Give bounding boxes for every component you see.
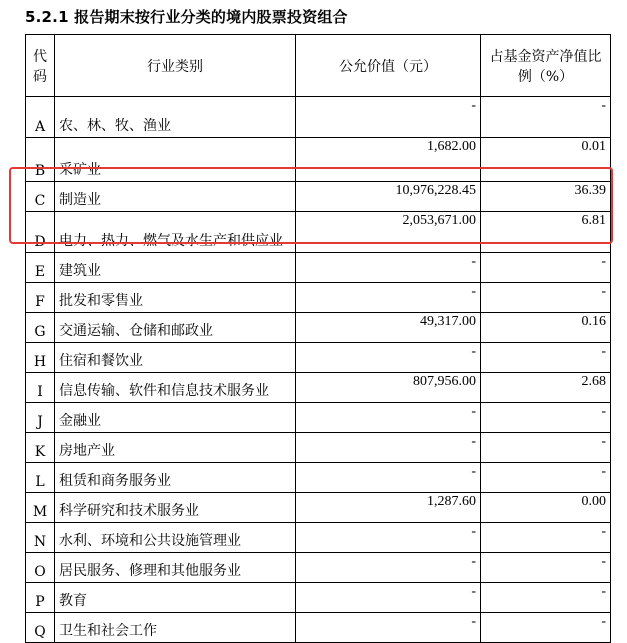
row-value: - (296, 523, 481, 553)
table-row (26, 138, 611, 182)
row-value: - (296, 433, 481, 463)
row-code: H (26, 343, 55, 373)
row-code: N (26, 523, 55, 553)
table-row (26, 313, 611, 343)
table-row (26, 97, 611, 138)
row-code: K (26, 433, 55, 463)
row-pct: - (481, 283, 611, 313)
row-pct: - (481, 523, 611, 553)
header-industry: 行业类别 (55, 35, 296, 97)
row-pct: - (481, 613, 611, 643)
row-industry: 金融业 (55, 403, 296, 433)
header-fair-value: 公允价值（元） (296, 35, 481, 97)
row-value: 1,287.60 (296, 493, 481, 523)
row-value: - (296, 463, 481, 493)
row-pct: 0.00 (481, 493, 611, 523)
table-row (26, 493, 611, 523)
row-industry: 信息传输、软件和信息技术服务业 (55, 373, 296, 403)
row-value: - (296, 97, 481, 138)
row-industry: 制造业 (55, 182, 296, 212)
row-pct: - (481, 403, 611, 433)
row-industry: 房地产业 (55, 433, 296, 463)
table-row (26, 182, 611, 212)
row-pct: - (481, 253, 611, 283)
row-industry: 科学研究和技术服务业 (55, 493, 296, 523)
row-pct: - (481, 433, 611, 463)
row-value: - (296, 283, 481, 313)
row-industry: 卫生和社会工作 (55, 613, 296, 643)
row-industry: 居民服务、修理和其他服务业 (55, 553, 296, 583)
table-row (26, 463, 611, 493)
row-value: - (296, 343, 481, 373)
row-value: 10,976,228.45 (296, 182, 481, 212)
row-industry: 批发和零售业 (55, 283, 296, 313)
section-heading: 5.2.1 报告期末按行业分类的境内股票投资组合 (25, 8, 348, 26)
row-code: M (26, 493, 55, 523)
row-value: - (296, 583, 481, 613)
row-pct: 6.81 (481, 212, 611, 253)
row-pct: - (481, 343, 611, 373)
row-industry: 农、林、牧、渔业 (55, 97, 296, 138)
table-row (26, 433, 611, 463)
row-pct: 0.16 (481, 313, 611, 343)
row-industry: 水利、环境和公共设施管理业 (55, 523, 296, 553)
row-industry: 租赁和商务服务业 (55, 463, 296, 493)
row-code: P (26, 583, 55, 613)
table-row (26, 212, 611, 253)
row-value: 807,956.00 (296, 373, 481, 403)
table-row (26, 343, 611, 373)
row-industry: 教育 (55, 583, 296, 613)
row-code: O (26, 553, 55, 583)
row-industry: 交通运输、仓储和邮政业 (55, 313, 296, 343)
table-row (26, 403, 611, 433)
row-code: E (26, 253, 55, 283)
row-value: 2,053,671.00 (296, 212, 481, 253)
row-pct: 0.01 (481, 138, 611, 182)
row-code: D (26, 212, 55, 253)
row-industry: 住宿和餐饮业 (55, 343, 296, 373)
row-pct: 2.68 (481, 373, 611, 403)
row-code: B (26, 138, 55, 182)
row-code: J (26, 403, 55, 433)
row-value: 1,682.00 (296, 138, 481, 182)
table-row (26, 583, 611, 613)
table-row (26, 373, 611, 403)
table-row (26, 253, 611, 283)
row-code: F (26, 283, 55, 313)
row-pct: 36.39 (481, 182, 611, 212)
row-pct: - (481, 583, 611, 613)
row-industry: 电力、热力、燃气及水生产和供应业 (55, 212, 296, 253)
row-industry: 采矿业 (55, 138, 296, 182)
row-industry: 建筑业 (55, 253, 296, 283)
industry-holdings-table (25, 34, 611, 643)
row-value: - (296, 253, 481, 283)
row-value: - (296, 553, 481, 583)
row-code: I (26, 373, 55, 403)
row-code: L (26, 463, 55, 493)
row-pct: - (481, 463, 611, 493)
row-code: C (26, 182, 55, 212)
header-code: 代码 (26, 35, 55, 97)
row-code: G (26, 313, 55, 343)
header-nav-ratio: 占基金资产净值比例（%） (481, 35, 611, 97)
row-pct: - (481, 97, 611, 138)
row-code: A (26, 97, 55, 138)
row-value: 49,317.00 (296, 313, 481, 343)
table-row (26, 523, 611, 553)
table-row (26, 283, 611, 313)
row-value: - (296, 613, 481, 643)
row-code: Q (26, 613, 55, 643)
table-row (26, 553, 611, 583)
row-value: - (296, 403, 481, 433)
row-pct: - (481, 553, 611, 583)
table-header-row (26, 35, 611, 97)
